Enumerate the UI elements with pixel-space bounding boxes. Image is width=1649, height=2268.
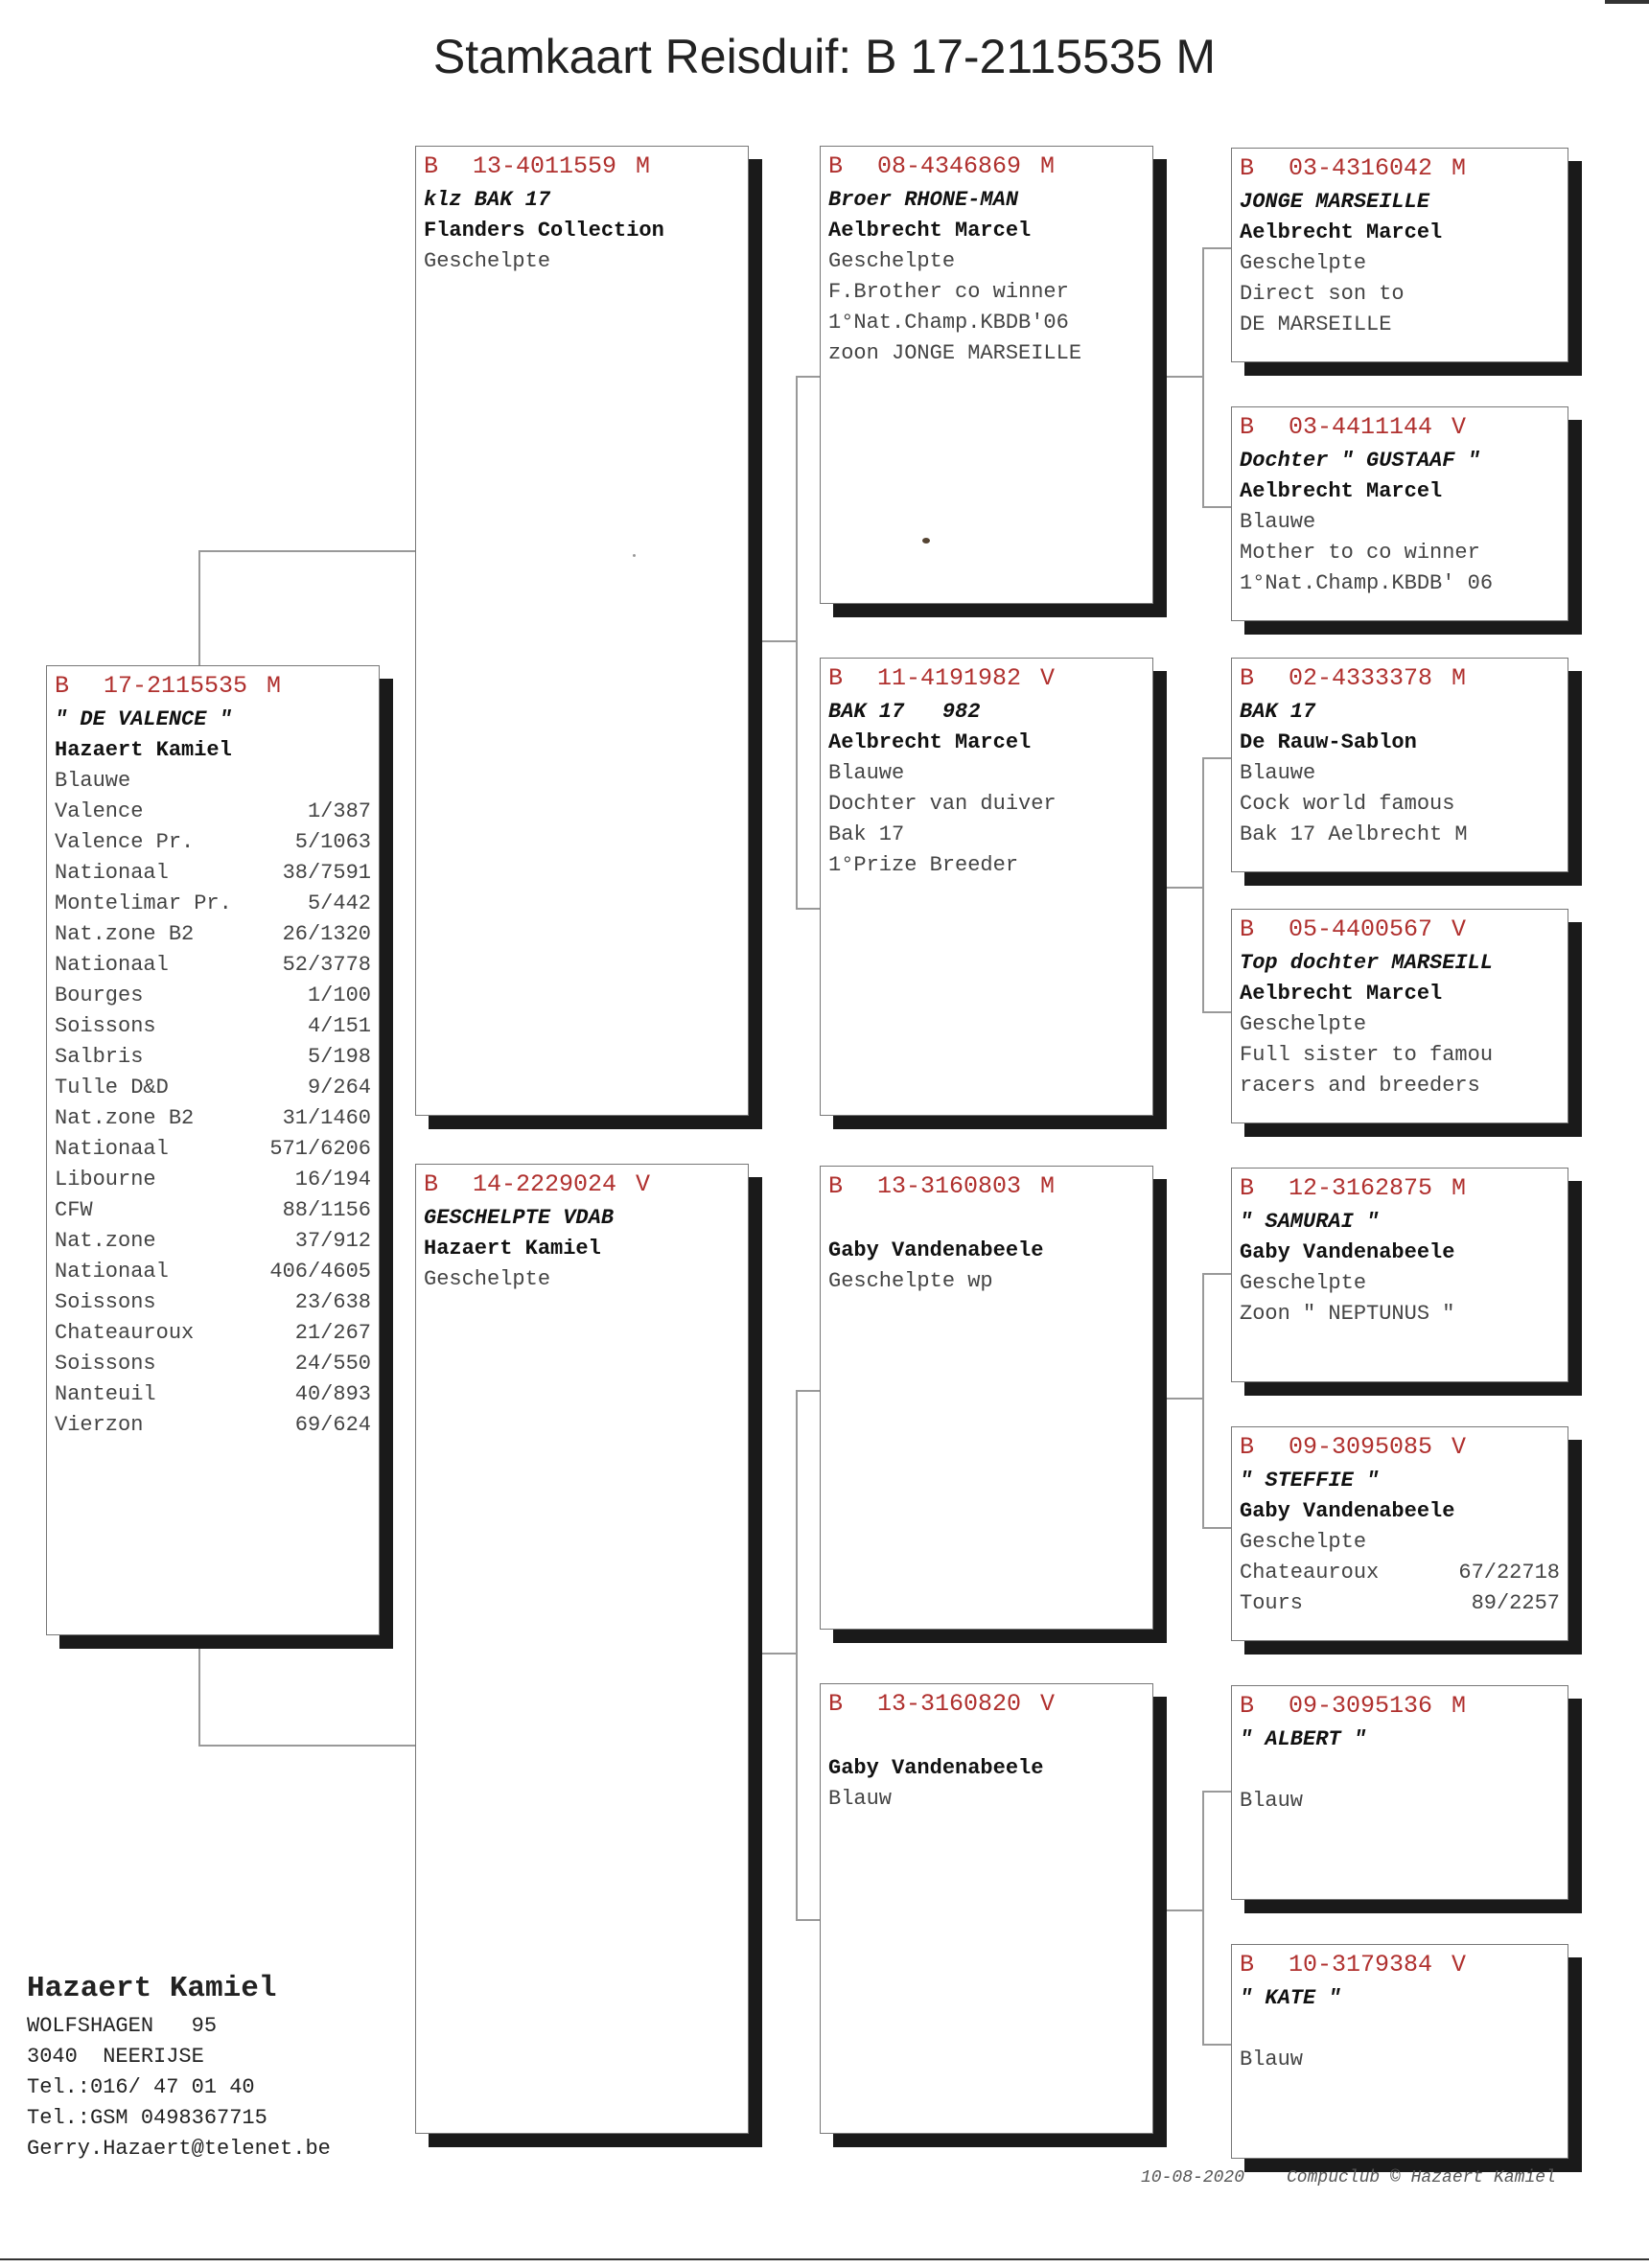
remark-line: zoon JONGE MARSEILLE (828, 341, 1082, 365)
pigeon-card-ffm[interactable] (1231, 406, 1568, 621)
country-code: B (828, 1172, 844, 1200)
result-row (55, 919, 371, 950)
race-result: 1/100 (307, 984, 371, 1007)
remark-line: 1°Prize Breeder (828, 853, 1019, 877)
pigeon-card-mother[interactable] (415, 1164, 749, 2134)
country-code: B (1240, 915, 1255, 943)
connector-line (1202, 757, 1231, 759)
sex-marker: M (636, 152, 651, 180)
connector-line (748, 640, 796, 642)
pigeon-name: BAK 17 982 (828, 700, 981, 724)
remark-line: Direct son to (1240, 282, 1405, 306)
result-row (55, 1287, 371, 1318)
breeder-address (27, 1967, 331, 2164)
pigeon-color: Blauwe (1240, 761, 1316, 785)
result-row (55, 827, 371, 858)
ring-number: 02-4333378 (1289, 664, 1433, 692)
sex-marker: M (1452, 154, 1467, 182)
owner-name: Aelbrecht Marcel (1240, 982, 1443, 1006)
race-name: Soissons (55, 1290, 156, 1314)
scan-edge-top (1605, 0, 1649, 4)
ring-header (424, 150, 740, 183)
owner-name: Aelbrecht Marcel (1240, 220, 1443, 244)
race-name: Vierzon (55, 1413, 144, 1437)
race-name: Soissons (55, 1352, 156, 1376)
country-code: B (424, 152, 439, 180)
ring-header (1240, 411, 1560, 444)
ring-header (1240, 1690, 1560, 1723)
remark-line: Cock world famous (1240, 792, 1455, 816)
ring-number: 14-2229024 (473, 1170, 617, 1198)
ring-header (828, 1170, 1145, 1203)
race-result: 89/2257 (1471, 1591, 1560, 1615)
remark-line: Mother to co winner (1240, 541, 1480, 565)
breeder-phone: Tel.:016/ 47 01 40 (27, 2075, 255, 2099)
ring-header (1240, 662, 1560, 695)
ring-header (1240, 1172, 1560, 1205)
result-row (55, 1410, 371, 1441)
ring-number: 09-3095136 (1289, 1692, 1433, 1720)
result-row (55, 1379, 371, 1410)
race-name: Soissons (55, 1014, 156, 1038)
race-result: 16/194 (294, 1168, 371, 1192)
pigeon-card-mf[interactable] (820, 1166, 1153, 1630)
race-result: 9/264 (307, 1076, 371, 1099)
owner-name: Hazaert Kamiel (55, 738, 232, 762)
connector-line (796, 1390, 821, 1392)
country-code: B (828, 152, 844, 180)
race-name: Nationaal (55, 1260, 169, 1284)
pigeon-card-mmm[interactable] (1231, 1944, 1568, 2159)
ring-number: 09-3095085 (1289, 1433, 1433, 1461)
result-row (55, 797, 371, 827)
race-name: CFW (55, 1198, 93, 1222)
connector-line (796, 908, 821, 910)
breeder-name: Hazaert Kamiel (27, 1972, 277, 2005)
ring-number: 12-3162875 (1289, 1174, 1433, 1202)
empty-name-line (828, 1205, 1145, 1236)
result-row (55, 1134, 371, 1165)
pigeon-color: Blauw (1240, 2048, 1304, 2071)
sex-marker: V (1452, 413, 1467, 441)
race-result: 5/198 (307, 1045, 371, 1069)
ring-number: 10-3179384 (1289, 1951, 1433, 1979)
ring-header (1240, 914, 1560, 946)
pigeon-color: Geschelpte wp (828, 1269, 993, 1293)
connector-line (796, 1390, 798, 1919)
pigeon-card-mfm[interactable] (1231, 1426, 1568, 1641)
race-result: 26/1320 (282, 922, 371, 946)
pigeon-card-main[interactable] (46, 665, 380, 1635)
remark-line: Bak 17 Aelbrecht M (1240, 822, 1468, 846)
ring-header (828, 150, 1145, 183)
result-row (55, 1318, 371, 1349)
result-row (55, 1195, 371, 1226)
race-name: Nanteuil (55, 1382, 156, 1406)
country-code: B (1240, 664, 1255, 692)
connector-line (1202, 1527, 1231, 1529)
sex-marker: V (1452, 1951, 1467, 1979)
result-row (55, 1103, 371, 1134)
breeder-city: 3040 NEERIJSE (27, 2045, 204, 2069)
race-result: 24/550 (294, 1352, 371, 1376)
sex-marker: M (1040, 152, 1056, 180)
pigeon-card-fff[interactable] (1231, 148, 1568, 362)
pigeon-card-fmm[interactable] (1231, 909, 1568, 1123)
race-name: Bourges (55, 984, 144, 1007)
race-result: 38/7591 (282, 861, 371, 885)
owner-name: De Rauw-Sablon (1240, 730, 1417, 754)
pigeon-card-fmf[interactable] (1231, 658, 1568, 872)
race-result: 88/1156 (282, 1198, 371, 1222)
sex-marker: M (1452, 664, 1467, 692)
race-name: Valence Pr. (55, 830, 195, 854)
race-name: Chateauroux (1240, 1561, 1380, 1585)
ring-header (1240, 1949, 1560, 1981)
country-code: B (424, 1170, 439, 1198)
owner-name: Flanders Collection (424, 219, 664, 243)
scan-speck (633, 554, 636, 557)
pigeon-card-fm[interactable] (820, 658, 1153, 1116)
connector-line (1158, 376, 1202, 378)
sex-marker: M (1040, 1172, 1056, 1200)
ring-header (55, 670, 371, 703)
scan-edge-bottom (0, 2258, 1649, 2260)
pigeon-name: Top dochter MARSEILL (1240, 951, 1494, 975)
result-row (55, 1257, 371, 1287)
sex-marker: M (1452, 1174, 1467, 1202)
ring-number: 08-4346869 (877, 152, 1022, 180)
ring-number: 05-4400567 (1289, 915, 1433, 943)
ring-header (828, 662, 1145, 695)
pigeon-color: Blauwe (1240, 510, 1316, 534)
pigeon-name: BAK 17 (1240, 700, 1316, 724)
pigeon-name: " KATE " (1240, 1986, 1341, 2010)
result-row (55, 1165, 371, 1195)
sex-marker: V (1452, 915, 1467, 943)
ring-number: 13-3160803 (877, 1172, 1022, 1200)
race-name: Nationaal (55, 861, 169, 885)
connector-line (198, 550, 200, 665)
remark-line: Bak 17 (828, 822, 905, 846)
remark-line: 1°Nat.Champ.KBDB'06 (828, 311, 1069, 335)
pigeon-color: Geschelpte (1240, 1530, 1367, 1554)
connector-line (1202, 1011, 1231, 1013)
owner-name: Gaby Vandenabeele (828, 1238, 1044, 1262)
race-name: Chateauroux (55, 1321, 195, 1345)
remark-line: DE MARSEILLE (1240, 312, 1392, 336)
breeder-street: WOLFSHAGEN 95 (27, 2014, 218, 2038)
country-code: B (1240, 1692, 1255, 1720)
pigeon-color: Blauw (828, 1787, 893, 1811)
breeder-email[interactable]: Gerry.Hazaert@telenet.be (27, 2137, 331, 2161)
connector-line (796, 376, 821, 378)
race-result: 69/624 (294, 1413, 371, 1437)
result-row (55, 1226, 371, 1257)
result-row (1240, 1588, 1560, 1619)
ring-header (1240, 1431, 1560, 1464)
owner-name: Aelbrecht Marcel (828, 219, 1032, 243)
scan-speck (922, 538, 930, 544)
country-code: B (1240, 1433, 1255, 1461)
connector-line (198, 1745, 415, 1747)
result-row (55, 950, 371, 981)
pigeon-card-mff[interactable] (1231, 1168, 1568, 1382)
connector-line (1202, 1273, 1231, 1275)
race-name: Montelimar Pr. (55, 891, 232, 915)
sex-marker: V (636, 1170, 651, 1198)
country-code: B (1240, 154, 1255, 182)
pigeon-name: Dochter " GUSTAAF " (1240, 449, 1480, 473)
remark-line: 1°Nat.Champ.KBDB' 06 (1240, 571, 1494, 595)
ring-header (424, 1169, 740, 1201)
remark-line: Zoon " NEPTUNUS " (1240, 1302, 1455, 1326)
country-code: B (1240, 1174, 1255, 1202)
race-result: 1/387 (307, 799, 371, 823)
ring-header (1240, 152, 1560, 185)
pigeon-name: " DE VALENCE " (55, 707, 232, 731)
connector-line (1202, 1791, 1231, 1793)
owner-name: Aelbrecht Marcel (1240, 479, 1443, 503)
pigeon-color: Geschelpte (1240, 1271, 1367, 1295)
sex-marker: V (1452, 1433, 1467, 1461)
ring-number: 13-3160820 (877, 1690, 1022, 1718)
result-row (55, 1011, 371, 1042)
race-result: 5/1063 (294, 830, 371, 854)
race-result: 5/442 (307, 891, 371, 915)
pigeon-name: JONGE MARSEILLE (1240, 190, 1430, 214)
ring-number: 03-4316042 (1289, 154, 1433, 182)
pigeon-color: Geschelpte (424, 249, 551, 273)
result-row (55, 1349, 371, 1379)
remark-line: F.Brother co winner (828, 280, 1069, 304)
ring-number: 03-4411144 (1289, 413, 1433, 441)
country-code: B (828, 664, 844, 692)
connector-line (748, 1653, 796, 1655)
result-row (55, 889, 371, 919)
result-row (55, 1042, 371, 1073)
ring-header (828, 1688, 1145, 1721)
sex-marker: V (1040, 1690, 1056, 1718)
sex-marker: M (267, 672, 282, 700)
race-name: Nationaal (55, 1137, 169, 1161)
print-date: 10-08-2020 (1141, 2168, 1245, 2187)
copyright-note: Compuclub © Hazaert Kamiel (1287, 2168, 1556, 2187)
race-result: 67/22718 (1458, 1561, 1560, 1585)
pigeon-color: Geschelpte (424, 1267, 551, 1291)
race-result: 21/267 (294, 1321, 371, 1345)
pigeon-card-mm[interactable] (820, 1683, 1153, 2134)
country-code: B (55, 672, 70, 700)
race-name: Nationaal (55, 953, 169, 977)
country-code: B (828, 1690, 844, 1718)
result-row (55, 858, 371, 889)
pigeon-card-ff[interactable] (820, 146, 1153, 604)
result-row (55, 1073, 371, 1103)
empty-owner-line (1240, 1755, 1560, 1786)
sex-marker: V (1040, 664, 1056, 692)
connector-line (1158, 1909, 1202, 1911)
race-name: Valence (55, 799, 144, 823)
country-code: B (1240, 1951, 1255, 1979)
race-name: Libourne (55, 1168, 156, 1192)
connector-line (198, 1649, 200, 1745)
pigeon-color: Geschelpte (828, 249, 956, 273)
pigeon-color: Geschelpte (1240, 1012, 1367, 1036)
race-name: Tulle D&D (55, 1076, 169, 1099)
race-result: 4/151 (307, 1014, 371, 1038)
connector-line (1202, 2044, 1231, 2046)
connector-line (796, 376, 798, 909)
connector-line (796, 1919, 821, 1921)
race-result: 40/893 (294, 1382, 371, 1406)
breeder-gsm: Tel.:GSM 0498367715 (27, 2106, 267, 2130)
pigeon-color: Blauwe (828, 761, 905, 785)
pigeon-name: " STEFFIE " (1240, 1469, 1380, 1493)
race-result: 52/3778 (282, 953, 371, 977)
pigeon-name: " SAMURAI " (1240, 1210, 1380, 1234)
connector-line (1202, 247, 1231, 249)
connector-line (198, 550, 415, 552)
race-name: Nat.zone B2 (55, 922, 195, 946)
owner-name: Gaby Vandenabeele (1240, 1499, 1455, 1523)
sex-marker: M (1452, 1692, 1467, 1720)
ring-number: 17-2115535 (104, 672, 248, 700)
race-result: 571/6206 (269, 1137, 371, 1161)
connector-line (1202, 506, 1231, 508)
race-name: Salbris (55, 1045, 144, 1069)
page-title: Stamkaart Reisduif: B 17-2115535 M (432, 30, 1217, 83)
race-name: Tours (1240, 1591, 1304, 1615)
owner-name: Hazaert Kamiel (424, 1237, 601, 1261)
result-row (1240, 1558, 1560, 1588)
results-list (55, 797, 371, 1441)
remark-line: Full sister to famou (1240, 1043, 1494, 1067)
connector-line (1158, 887, 1202, 889)
empty-name-line (828, 1723, 1145, 1753)
connector-line (1158, 1398, 1202, 1400)
pigeon-card-father[interactable] (415, 146, 749, 1116)
pigeon-name: GESCHELPTE VDAB (424, 1206, 615, 1230)
empty-owner-line (1240, 2014, 1560, 2045)
remark-line: racers and breeders (1240, 1074, 1480, 1098)
owner-name: Gaby Vandenabeele (1240, 1240, 1455, 1264)
race-result: 406/4605 (269, 1260, 371, 1284)
race-name: Nat.zone B2 (55, 1106, 195, 1130)
race-result: 37/912 (294, 1229, 371, 1253)
connector-line (1202, 757, 1204, 1011)
pigeon-color: Blauw (1240, 1789, 1304, 1813)
ring-number: 13-4011559 (473, 152, 617, 180)
race-result: 31/1460 (282, 1106, 371, 1130)
connector-line (1202, 1791, 1204, 2044)
remark-line: Dochter van duiver (828, 792, 1057, 816)
pigeon-color: Geschelpte (1240, 251, 1367, 275)
ring-number: 11-4191982 (877, 664, 1022, 692)
pigeon-name: klz BAK 17 (424, 188, 551, 212)
connector-line (1202, 1273, 1204, 1527)
pigeon-name: " ALBERT " (1240, 1727, 1367, 1751)
result-row (55, 981, 371, 1011)
race-result: 23/638 (294, 1290, 371, 1314)
connector-line (1202, 247, 1204, 506)
owner-name: Gaby Vandenabeele (828, 1756, 1044, 1780)
pigeon-name: Broer RHONE-MAN (828, 188, 1019, 212)
pigeon-card-mmf[interactable] (1231, 1685, 1568, 1900)
pigeon-color: Blauwe (55, 769, 131, 793)
race-name: Nat.zone (55, 1229, 156, 1253)
owner-name: Aelbrecht Marcel (828, 730, 1032, 754)
country-code: B (1240, 413, 1255, 441)
